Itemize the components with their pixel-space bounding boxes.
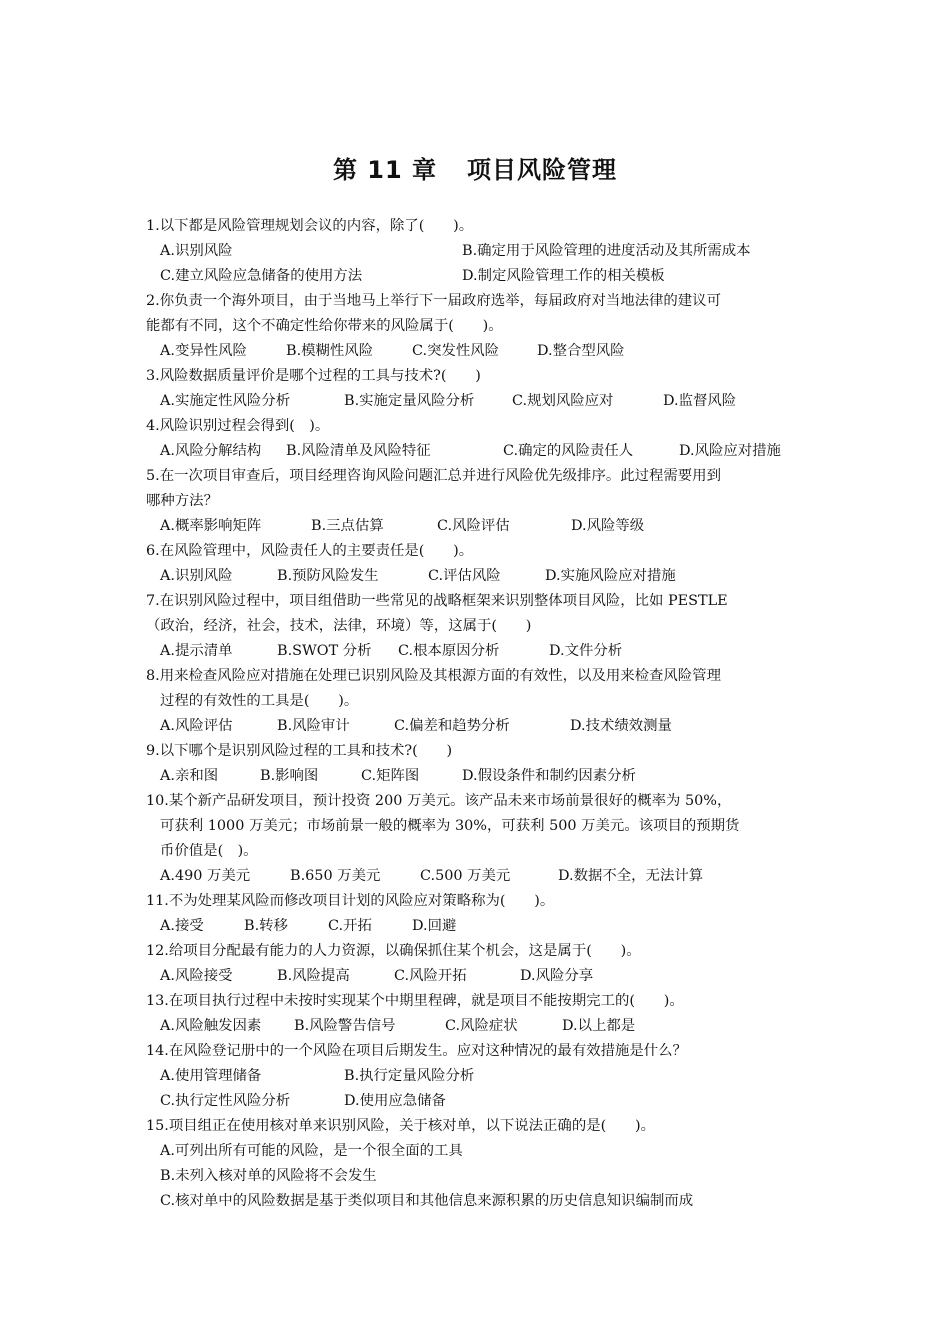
option: C.评估风险: [428, 568, 501, 584]
option: B.风险警告信号: [294, 1018, 396, 1034]
option: C.确定的风险责任人: [503, 443, 634, 459]
option-row: [146, 239, 810, 264]
option: C.风险开拓: [394, 968, 467, 984]
option-row: [146, 1089, 810, 1114]
option: A.概率影响矩阵: [160, 518, 262, 534]
question: [146, 789, 810, 889]
option: D.回避: [412, 918, 457, 934]
question-stem: 7.在识别风险过程中，项目组借助一些常见的战略框架来识别整体项目风险，比如 PESTLE: [146, 593, 728, 609]
question-stem: 4.风险识别过程会得到( )。: [146, 418, 330, 434]
option: C.风险评估: [437, 518, 510, 534]
option-row: [146, 864, 810, 889]
option-row: [146, 914, 810, 939]
question: [146, 464, 810, 539]
question-stem: 6.在风险管理中，风险责任人的主要责任是( )。: [146, 543, 474, 559]
question-stem: 8.用来检查风险应对措施在处理已识别风险及其根源方面的有效性，以及用来检查风险管理: [146, 668, 721, 684]
option: D.整合型风险: [537, 343, 625, 359]
option-row: [146, 564, 810, 589]
option: B.模糊性风险: [286, 343, 374, 359]
option: B.SWOT 分析: [277, 643, 372, 659]
question-stem: 14.在风险登记册中的一个风险在项目后期发生。应对这种情况的最有效措施是什么？: [146, 1043, 687, 1059]
option: D.数据不全，无法计算: [558, 868, 704, 884]
option: D.风险等级: [571, 518, 645, 534]
option-row: [146, 514, 810, 539]
option: D.实施风险应对措施: [545, 568, 676, 584]
option: C.500 万美元: [420, 868, 511, 884]
option: C.风险症状: [445, 1018, 518, 1034]
option: C.执行定性风险分析: [160, 1093, 291, 1109]
question-stem: 9.以下哪个是识别风险过程的工具和技术?( ): [146, 743, 453, 759]
question-stem-cont: 过程的有效性的工具是( )。: [160, 693, 359, 709]
page-title: [0, 150, 950, 185]
question: [146, 214, 810, 289]
option: A.识别风险: [160, 243, 233, 259]
chapter-name: 项目风险管理: [467, 156, 618, 184]
option: B.风险审计: [277, 718, 350, 734]
option: C.突发性风险: [412, 343, 500, 359]
question-stem: 15.项目组正在使用核对单来识别风险，关于核对单，以下说法正确的是( )。: [146, 1118, 656, 1134]
question-stem: 2.你负责一个海外项目，由于当地马上举行下一届政府选举，每届政府对当地法律的建议可: [146, 293, 721, 309]
question-stem-cont: 能都有不同，这个不确定性给你带来的风险属于( )。: [146, 318, 503, 334]
option: D.文件分析: [549, 643, 623, 659]
option: B.预防风险发生: [277, 568, 379, 584]
option: C.规划风险应对: [512, 393, 614, 409]
question: [146, 414, 810, 464]
option: B.三点估算: [311, 518, 384, 534]
question-stem-cont: （政治，经济，社会，技术，法律，环境）等，这属于( ): [146, 618, 532, 634]
question: [146, 539, 810, 589]
option: A.变异性风险: [160, 343, 247, 359]
option: B.转移: [244, 918, 288, 934]
option: C.核对单中的风险数据是基于类似项目和其他信息来源积累的历史信息知识编制而成: [160, 1193, 694, 1209]
question: [146, 364, 810, 414]
question: [146, 939, 810, 989]
option: C.根本原因分析: [398, 643, 500, 659]
question-stem-cont: 哪种方法？: [146, 493, 218, 509]
chapter-number: 第 11 章: [332, 156, 438, 184]
option-row: [146, 639, 810, 664]
option: D.假设条件和制约因素分析: [462, 768, 636, 784]
option: A.接受: [160, 918, 204, 934]
option: B.实施定量风险分析: [344, 393, 475, 409]
option: D.以上都是: [562, 1018, 636, 1034]
option: C.矩阵图: [361, 768, 420, 784]
option-row: [146, 264, 810, 289]
option: C.建立风险应急储备的使用方法: [160, 268, 363, 284]
question-list: [146, 214, 810, 1214]
option-row: [146, 389, 810, 414]
option: B.风险提高: [277, 968, 350, 984]
question-stem-cont: 币价值是( )。: [160, 843, 258, 859]
option: A.风险接受: [160, 968, 233, 984]
option: B.影响图: [260, 768, 319, 784]
option: A.风险触发因素: [160, 1018, 262, 1034]
option: D.风险分享: [520, 968, 594, 984]
option-row: [146, 1064, 810, 1089]
option-row: [146, 439, 810, 464]
question-stem: 10.某个新产品研发项目，预计投资 200 万美元。该产品未来市场前景很好的概率为 50%，: [146, 793, 732, 809]
option-row: [146, 764, 810, 789]
option: A.识别风险: [160, 568, 233, 584]
question: [146, 1114, 810, 1214]
question-stem: 1.以下都是风险管理规划会议的内容，除了( )。: [146, 218, 474, 234]
question-stem: 13.在项目执行过程中未按时实现某个中期里程碑，就是项目不能按期完工的( )。: [146, 993, 684, 1009]
option: A.亲和图: [160, 768, 219, 784]
option: B.650 万美元: [290, 868, 381, 884]
question: [146, 889, 810, 939]
question-stem-cont: 可获利 1000 万美元；市场前景一般的概率为 30%，可获利 500 万美元。该项目的预期货: [160, 818, 740, 834]
option: A.可列出所有可能的风险，是一个很全面的工具: [160, 1143, 463, 1159]
question: [146, 739, 810, 789]
option: D.风险应对措施: [679, 443, 781, 459]
option-row: [146, 1014, 810, 1039]
question-stem: 11.不为处理某风险而修改项目计划的风险应对策略称为( )。: [146, 893, 555, 909]
option: B.未列入核对单的风险将不会发生: [160, 1168, 377, 1184]
option: D.技术绩效测量: [570, 718, 672, 734]
option: A.使用管理储备: [160, 1068, 262, 1084]
option: D.使用应急储备: [344, 1093, 446, 1109]
question: [146, 664, 810, 739]
option: A.提示清单: [160, 643, 233, 659]
question: [146, 589, 810, 664]
question: [146, 289, 810, 364]
question-stem: 12.给项目分配最有能力的人力资源，以确保抓住某个机会，这是属于( )。: [146, 943, 641, 959]
option: C.偏差和趋势分析: [394, 718, 510, 734]
question-stem: 5.在一次项目审查后，项目经理咨询风险问题汇总并进行风险优先级排序。此过程需要用到: [146, 468, 721, 484]
option-row: [146, 714, 810, 739]
question: [146, 1039, 810, 1114]
option-row: [146, 964, 810, 989]
option: B.确定用于风险管理的进度活动及其所需成本: [462, 243, 751, 259]
option: A.490 万美元: [160, 868, 251, 884]
option: A.实施定性风险分析: [160, 393, 291, 409]
option: D.监督风险: [663, 393, 737, 409]
option: A.风险分解结构: [160, 443, 262, 459]
option: B.风险清单及风险特征: [286, 443, 431, 459]
option: D.制定风险管理工作的相关模板: [462, 268, 665, 284]
option: A.风险评估: [160, 718, 233, 734]
option: B.执行定量风险分析: [344, 1068, 475, 1084]
question: [146, 989, 810, 1039]
question-stem: 3.风险数据质量评价是哪个过程的工具与技术?( ): [146, 368, 481, 384]
option-row: [146, 339, 810, 364]
option: C.开拓: [328, 918, 372, 934]
